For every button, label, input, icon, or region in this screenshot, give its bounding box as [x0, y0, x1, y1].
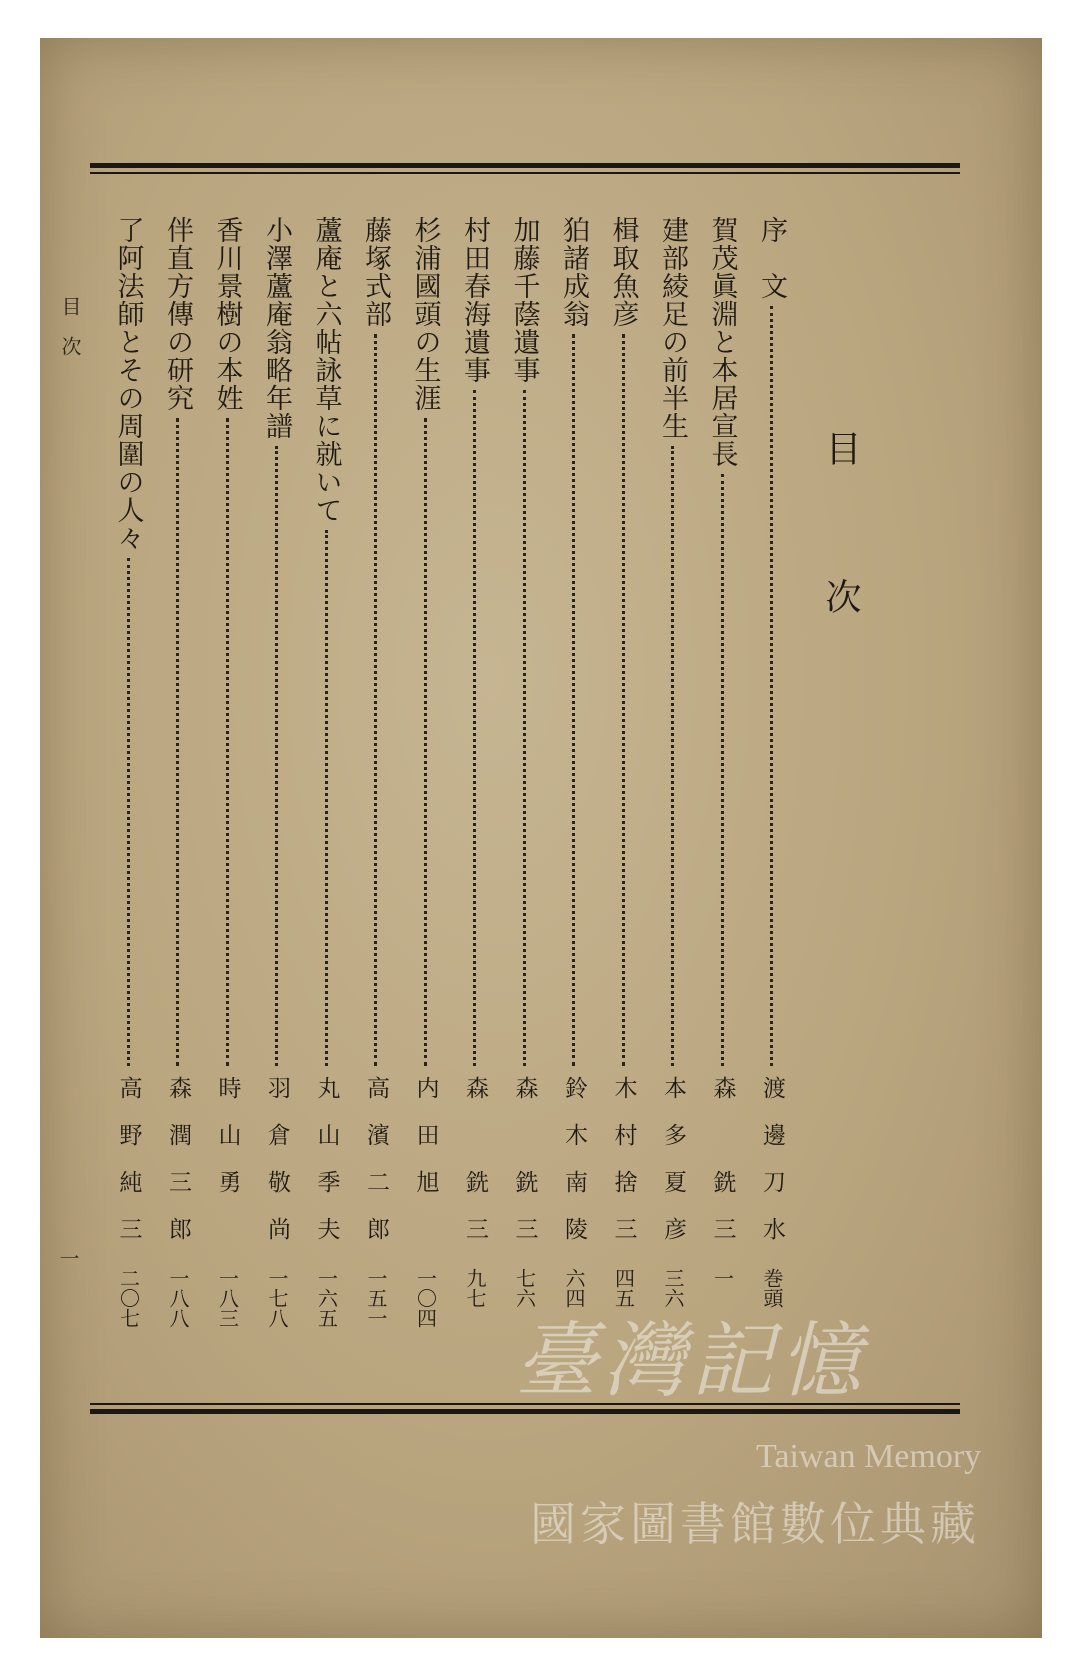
toc-entry-author: 森 銑三 — [511, 1076, 538, 1264]
toc-leader-dots — [721, 474, 724, 1066]
toc-leader-dots — [275, 446, 278, 1066]
toc-entry-author: 鈴木南陵 — [561, 1076, 587, 1264]
toc-entry-page: 六四 — [562, 1268, 586, 1308]
toc-title-char-2: 次 — [820, 578, 861, 616]
toc-entry-title: 村田春海遺事 — [459, 216, 490, 384]
toc-entry-author: 本多夏彦 — [660, 1076, 686, 1264]
watermark-english: Taiwan Memory — [756, 1438, 982, 1475]
toc-leader-dots — [176, 418, 179, 1066]
toc-entry-page: 一八八 — [166, 1268, 190, 1328]
toc-entry-page: 一六五 — [314, 1268, 339, 1328]
running-head: 目 次 — [58, 296, 82, 356]
toc-entry-title: 杉浦國頭の生涯 — [409, 216, 441, 412]
toc-leader-dots — [127, 558, 130, 1066]
watermark-library: 國家圖書館數位典藏 — [530, 1497, 980, 1551]
toc-leader-dots — [622, 334, 625, 1066]
toc-entry-author: 丸山季夫 — [313, 1076, 340, 1264]
toc-leader-dots — [523, 390, 526, 1066]
toc-entry-author: 木村捨三 — [610, 1076, 637, 1264]
toc-entry-page: 三六 — [661, 1268, 685, 1308]
toc-entry-title: 楫取魚彦 — [607, 216, 639, 328]
toc-entry-page: 一五一 — [364, 1268, 388, 1328]
book-page — [40, 38, 1042, 1638]
toc-entry-title: 狛諸成翁 — [558, 216, 589, 328]
toc-entry-page: 一〇四 — [413, 1268, 438, 1328]
toc-entry-page: 巻頭 — [760, 1268, 784, 1308]
toc-leader-dots — [424, 418, 427, 1066]
top-rule-thick — [90, 163, 960, 168]
toc-entry-title: 蘆庵と六帖詠草に就いて — [310, 216, 342, 524]
toc-entry-author: 高野純三 — [115, 1076, 142, 1264]
toc-entry-page: 四五 — [611, 1268, 636, 1308]
toc-entry-page: 二〇七 — [116, 1268, 141, 1328]
toc-entry-page: 七六 — [512, 1268, 537, 1308]
toc-entry-title: 加藤千蔭遺事 — [508, 216, 540, 384]
toc-entry-title: 香川景樹の本姓 — [211, 216, 243, 412]
toc-leader-dots — [325, 530, 328, 1066]
toc-entry-author: 時山勇 — [214, 1076, 241, 1217]
toc-entry-author: 森潤三郎 — [165, 1076, 191, 1264]
toc-leader-dots — [572, 334, 575, 1066]
toc-entry-page: 一七八 — [265, 1268, 289, 1328]
toc-entry-author: 渡邊刀水 — [759, 1076, 785, 1264]
toc-leader-dots — [770, 306, 773, 1066]
toc-title-char-1: 目 — [820, 430, 861, 468]
toc-entry-title: 藤塚式部 — [360, 216, 391, 328]
toc-entry-title: 序 文 — [756, 216, 787, 300]
toc-entry-title: 了阿法師とその周圍の人々 — [112, 216, 144, 552]
toc-entry-page: 九七 — [463, 1268, 487, 1308]
toc-entry-author: 羽倉敬尚 — [264, 1076, 290, 1264]
toc-entry-title: 賀茂眞淵と本居宣長 — [706, 216, 738, 468]
toc-leader-dots — [374, 334, 377, 1066]
toc-entry-author: 内田旭 — [412, 1076, 439, 1217]
toc-entry-title: 建部綾足の前半生 — [657, 216, 688, 440]
toc-entry-title: 伴直方傳の研究 — [162, 216, 193, 412]
toc-entry-author: 森 銑三 — [462, 1076, 488, 1264]
toc-entry-author: 高濱二郎 — [363, 1076, 389, 1264]
toc-entry-page: 一 — [710, 1268, 735, 1288]
toc-entry-title: 小澤蘆庵翁略年譜 — [261, 216, 292, 440]
toc-entry-page: 一八三 — [215, 1268, 240, 1328]
toc-leader-dots — [226, 418, 229, 1066]
toc-leader-dots — [473, 390, 476, 1066]
watermark-calligraphy: 臺灣記憶 — [515, 1314, 867, 1409]
top-rule-thin — [90, 172, 960, 174]
folio: 一 — [56, 1248, 80, 1268]
toc-entry-author: 森 銑三 — [709, 1076, 736, 1264]
toc-leader-dots — [671, 446, 674, 1066]
